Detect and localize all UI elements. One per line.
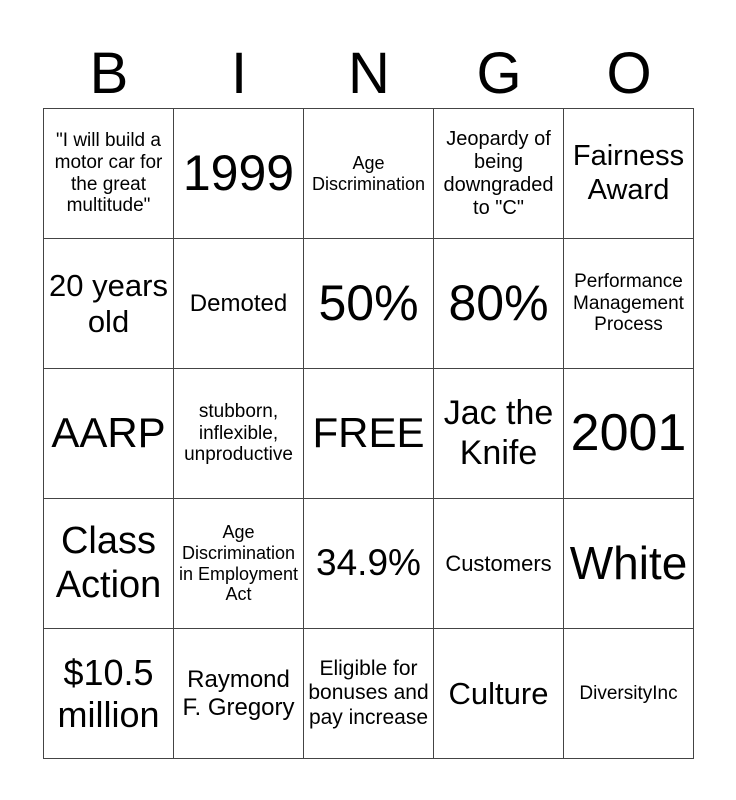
bingo-cell: $10.5 million — [44, 629, 174, 759]
header-letter-n: N — [348, 41, 390, 106]
bingo-cell: 34.9% — [304, 499, 434, 629]
bingo-cell: 50% — [304, 239, 434, 369]
bingo-cell: 20 years old — [44, 239, 174, 369]
bingo-cell: FREE — [304, 369, 434, 499]
bingo-cell: Demoted — [174, 239, 304, 369]
bingo-cell: Performance Management Process — [564, 239, 694, 369]
header-letter-i: I — [230, 41, 248, 106]
bingo-cell: "I will build a motor car for the great multitude" — [44, 109, 174, 239]
board-row — [44, 499, 694, 629]
bingo-cell: Customers — [434, 499, 564, 629]
board-row — [44, 109, 694, 239]
bingo-cell: Age Discrimination — [304, 109, 434, 239]
bingo-cell: AARP — [44, 369, 174, 499]
bingo-cell: DiversityInc — [564, 629, 694, 759]
bingo-cell: Age Discrimination in Employment Act — [174, 499, 304, 629]
bingo-cell: Fairness Award — [564, 109, 694, 239]
bingo-cell: stubborn, inflexible, unproductive — [174, 369, 304, 499]
bingo-board — [43, 108, 694, 759]
board-row — [44, 629, 694, 759]
board-row — [44, 239, 694, 369]
bingo-cell: 2001 — [564, 369, 694, 499]
bingo-cell: White — [564, 499, 694, 629]
bingo-cell: Eligible for bonuses and pay increase — [304, 629, 434, 759]
header-letter-b: B — [89, 41, 129, 106]
header-letter-g: G — [476, 41, 522, 106]
bingo-cell: Jac the Knife — [434, 369, 564, 499]
bingo-cell: Raymond F. Gregory — [174, 629, 304, 759]
board-row — [44, 369, 694, 499]
bingo-header — [44, 40, 694, 108]
bingo-cell: Culture — [434, 629, 564, 759]
bingo-cell: Jeopardy of being downgraded to "C" — [434, 109, 564, 239]
bingo-cell: 80% — [434, 239, 564, 369]
header-letter-o: O — [606, 41, 652, 106]
bingo-cell: Class Action — [44, 499, 174, 629]
bingo-cell: 1999 — [174, 109, 304, 239]
